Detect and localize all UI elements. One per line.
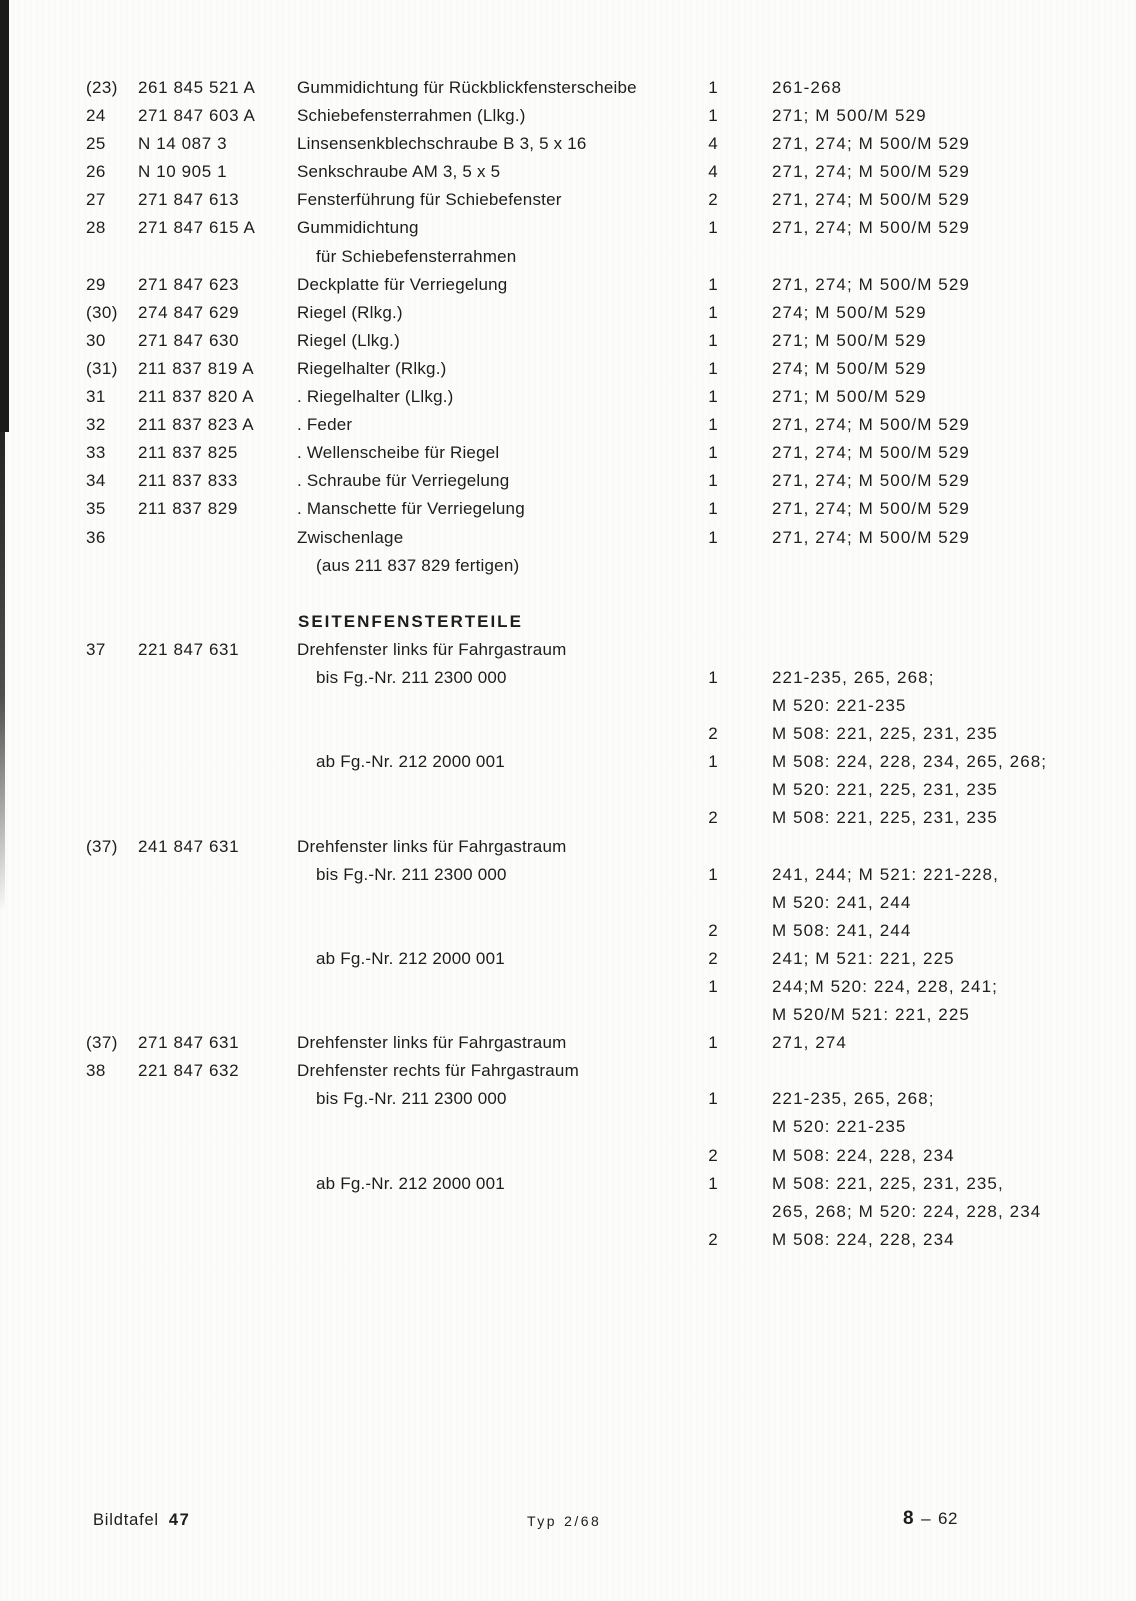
model-codes: 271, 274; M 500/M 529	[772, 162, 970, 182]
item-number: (30)	[86, 302, 118, 322]
table-row	[0, 495, 1136, 523]
item-number: 37	[86, 639, 106, 659]
table-row	[0, 861, 1136, 889]
type-reference	[527, 1513, 601, 1529]
description: Riegelhalter (Rlkg.)	[297, 358, 447, 378]
model-codes: 261-268	[772, 78, 843, 97]
quantity: 4	[708, 134, 718, 154]
quantity: 1	[708, 1033, 718, 1053]
model-codes: 271, 274; M 500/M 529	[772, 190, 970, 210]
part-number: 211 837 820 A	[138, 387, 255, 407]
model-codes: 265, 268; M 520: 224, 228, 234	[772, 1201, 1042, 1221]
page-group: 8	[903, 1508, 915, 1529]
description: . Manschette für Verriegelung	[297, 499, 525, 519]
model-codes: M 520: 221, 225, 231, 235	[772, 780, 998, 800]
table-row	[0, 1113, 1136, 1141]
part-number: 271 847 623	[138, 274, 240, 294]
model-codes: 271, 274; M 500/M 529	[772, 471, 970, 491]
description: Gummidichtung für Rückblickfensterscheibe	[297, 78, 637, 97]
item-number: 33	[86, 443, 106, 463]
part-number: 271 847 615 A	[138, 218, 256, 238]
model-codes: 271, 274; M 500/M 529	[772, 527, 970, 547]
item-number: 27	[86, 190, 106, 210]
description: ab Fg.-Nr. 212 2000 001	[316, 752, 505, 772]
description: (aus 211 837 829 fertigen)	[316, 555, 520, 575]
description: Zwischenlage	[297, 527, 404, 547]
quantity: 2	[708, 1229, 718, 1249]
table-row	[0, 130, 1136, 158]
model-codes: M 508: 224, 228, 234	[772, 1145, 955, 1165]
table-row	[0, 439, 1136, 467]
model-codes: 271, 274; M 500/M 529	[772, 218, 970, 238]
model-codes: 244;M 520: 224, 228, 241;	[772, 977, 998, 996]
model-codes: M 520/M 521: 221, 225	[772, 1005, 970, 1025]
model-codes: M 508: 224, 228, 234	[772, 1229, 955, 1249]
part-number: 271 847 603 A	[138, 106, 256, 126]
quantity: 1	[708, 302, 718, 322]
description: . Wellenscheibe für Riegel	[297, 443, 500, 463]
table-row	[0, 945, 1136, 973]
description: Deckplatte für Verriegelung	[297, 274, 508, 294]
table-row	[0, 692, 1136, 720]
part-number: 271 847 630	[138, 330, 240, 350]
model-codes: 274; M 500/M 529	[772, 302, 927, 322]
item-number: 35	[86, 499, 106, 519]
quantity: 1	[708, 78, 718, 97]
table-row	[0, 1226, 1136, 1254]
quantity: 2	[708, 920, 718, 940]
type-label: Typ	[527, 1513, 558, 1529]
quantity: 1	[708, 667, 718, 687]
table-row	[0, 243, 1136, 271]
section-heading: SEITENFENSTERTEILE	[298, 611, 523, 631]
table-row	[0, 271, 1136, 299]
quantity: 1	[708, 527, 718, 547]
model-codes: M 520: 221-235	[772, 1117, 907, 1137]
page-number	[903, 1508, 958, 1530]
quantity: 1	[708, 358, 718, 378]
item-number: 32	[86, 415, 106, 435]
table-row	[0, 552, 1136, 580]
item-number: (37)	[86, 1033, 118, 1053]
quantity: 1	[708, 387, 718, 407]
quantity: 2	[708, 190, 718, 210]
table-row	[0, 1057, 1136, 1085]
model-codes: 271; M 500/M 529	[772, 387, 927, 407]
part-number: 221 847 632	[138, 1061, 240, 1081]
description: Drehfenster links für Fahrgastraum	[297, 1033, 567, 1053]
model-codes: 241, 244; M 521: 221-228,	[772, 864, 999, 884]
part-number: 271 847 613	[138, 190, 240, 210]
description: Gummidichtung	[297, 218, 419, 238]
description: Drehfenster links für Fahrgastraum	[297, 836, 567, 856]
table-row	[0, 1198, 1136, 1226]
model-codes: M 520: 221-235	[772, 696, 907, 716]
item-number: 31	[86, 387, 106, 407]
description: bis Fg.-Nr. 211 2300 000	[316, 1089, 507, 1109]
table-row	[0, 636, 1136, 664]
table-row	[0, 720, 1136, 748]
parts-table	[0, 74, 1136, 1254]
quantity: 1	[708, 864, 718, 884]
description: Fensterführung für Schiebefenster	[297, 190, 562, 210]
part-number: N 14 087 3	[138, 134, 228, 154]
model-codes: M 508: 221, 225, 231, 235,	[772, 1173, 1004, 1193]
description: bis Fg.-Nr. 211 2300 000	[316, 864, 507, 884]
item-number: (23)	[86, 78, 118, 97]
table-row	[0, 299, 1136, 327]
model-codes: 271, 274; M 500/M 529	[772, 415, 970, 435]
model-codes: 271, 274; M 500/M 529	[772, 134, 970, 154]
quantity: 4	[708, 162, 718, 182]
model-codes: 221-235, 265, 268;	[772, 1089, 935, 1109]
table-row	[0, 327, 1136, 355]
page-separator: –	[921, 1509, 932, 1528]
table-row	[0, 776, 1136, 804]
item-number: 26	[86, 162, 106, 182]
model-codes: 271, 274; M 500/M 529	[772, 274, 970, 294]
item-number: 30	[86, 330, 106, 350]
model-codes: M 508: 221, 225, 231, 235	[772, 724, 998, 744]
table-row	[0, 833, 1136, 861]
item-number: 36	[86, 527, 106, 547]
description: Senkschraube AM 3, 5 x 5	[297, 162, 501, 182]
table-row	[0, 467, 1136, 495]
description: . Feder	[297, 415, 353, 435]
description: . Riegelhalter (Llkg.)	[297, 387, 454, 407]
quantity: 1	[708, 499, 718, 519]
table-row	[0, 102, 1136, 130]
quantity: 2	[708, 1145, 718, 1165]
quantity: 1	[708, 977, 718, 996]
quantity: 1	[708, 106, 718, 126]
part-number: 211 837 819 A	[138, 358, 255, 378]
plate-label: Bildtafel	[93, 1511, 159, 1529]
item-number: (37)	[86, 836, 118, 856]
table-row	[0, 186, 1136, 214]
page-value: 62	[938, 1509, 958, 1528]
table-row	[0, 158, 1136, 186]
quantity: 2	[708, 724, 718, 744]
description: Linsensenkblechschraube B 3, 5 x 16	[297, 134, 587, 154]
part-number: 221 847 631	[138, 639, 240, 659]
table-row	[0, 355, 1136, 383]
model-codes: 271; M 500/M 529	[772, 106, 927, 126]
part-number: 211 837 829	[138, 499, 238, 519]
table-row	[0, 411, 1136, 439]
quantity: 1	[708, 443, 718, 463]
table-row	[0, 1001, 1136, 1029]
table-row	[0, 74, 1136, 102]
description: Schiebefensterrahmen (Llkg.)	[297, 106, 526, 126]
description: ab Fg.-Nr. 212 2000 001	[316, 1173, 505, 1193]
table-row	[0, 804, 1136, 832]
quantity: 1	[708, 1173, 718, 1193]
table-row	[0, 1142, 1136, 1170]
model-codes: M 508: 241, 244	[772, 920, 912, 940]
part-number: 211 837 823 A	[138, 415, 255, 435]
quantity: 1	[708, 1089, 718, 1109]
table-row	[0, 383, 1136, 411]
type-value: 2/68	[564, 1513, 602, 1529]
model-codes: 271, 274; M 500/M 529	[772, 443, 970, 463]
model-codes: M 508: 224, 228, 234, 265, 268;	[772, 752, 1048, 772]
quantity: 1	[708, 471, 718, 491]
table-row	[0, 1170, 1136, 1198]
model-codes: 271; M 500/M 529	[772, 330, 927, 350]
table-row	[0, 524, 1136, 552]
part-number: 271 847 631	[138, 1033, 240, 1053]
part-number: 261 845 521 A	[138, 78, 256, 97]
part-number: 274 847 629	[138, 302, 240, 322]
table-row	[0, 1085, 1136, 1113]
plate-reference	[93, 1511, 190, 1530]
model-codes: 221-235, 265, 268;	[772, 667, 935, 687]
description: Drehfenster links für Fahrgastraum	[297, 639, 567, 659]
item-number: 29	[86, 274, 106, 294]
description: Riegel (Llkg.)	[297, 330, 400, 350]
model-codes: 241; M 521: 221, 225	[772, 948, 955, 968]
quantity: 1	[708, 330, 718, 350]
table-row	[0, 973, 1136, 1001]
item-number: 28	[86, 218, 106, 238]
quantity: 1	[708, 218, 718, 238]
table-row	[0, 1029, 1136, 1057]
description: bis Fg.-Nr. 211 2300 000	[316, 667, 507, 687]
plate-number: 47	[168, 1511, 191, 1529]
item-number: 24	[86, 106, 106, 126]
item-number: 34	[86, 471, 106, 491]
table-row	[0, 889, 1136, 917]
part-number: 241 847 631	[138, 836, 240, 856]
page-footer	[0, 1505, 1136, 1537]
quantity: 1	[708, 415, 718, 435]
quantity: 2	[708, 808, 718, 828]
part-number: N 10 905 1	[138, 162, 228, 182]
item-number: 38	[86, 1061, 106, 1081]
description: für Schiebefensterrahmen	[316, 246, 517, 266]
item-number: 25	[86, 134, 106, 154]
model-codes: M 508: 221, 225, 231, 235	[772, 808, 998, 828]
table-row	[0, 214, 1136, 242]
item-number: (31)	[86, 358, 118, 378]
part-number: 211 837 833	[138, 471, 238, 491]
description: Riegel (Rlkg.)	[297, 302, 403, 322]
model-codes: 274; M 500/M 529	[772, 358, 927, 378]
description: Drehfenster rechts für Fahrgastraum	[297, 1061, 579, 1081]
description: ab Fg.-Nr. 212 2000 001	[316, 948, 505, 968]
model-codes: 271, 274	[772, 1033, 847, 1053]
model-codes: M 520: 241, 244	[772, 892, 912, 912]
quantity: 1	[708, 752, 718, 772]
table-row	[0, 748, 1136, 776]
quantity: 1	[708, 274, 718, 294]
quantity: 2	[708, 948, 718, 968]
table-row	[0, 917, 1136, 945]
part-number: 211 837 825	[138, 443, 238, 463]
model-codes: 271, 274; M 500/M 529	[772, 499, 970, 519]
table-row	[0, 664, 1136, 692]
description: . Schraube für Verriegelung	[297, 471, 510, 491]
